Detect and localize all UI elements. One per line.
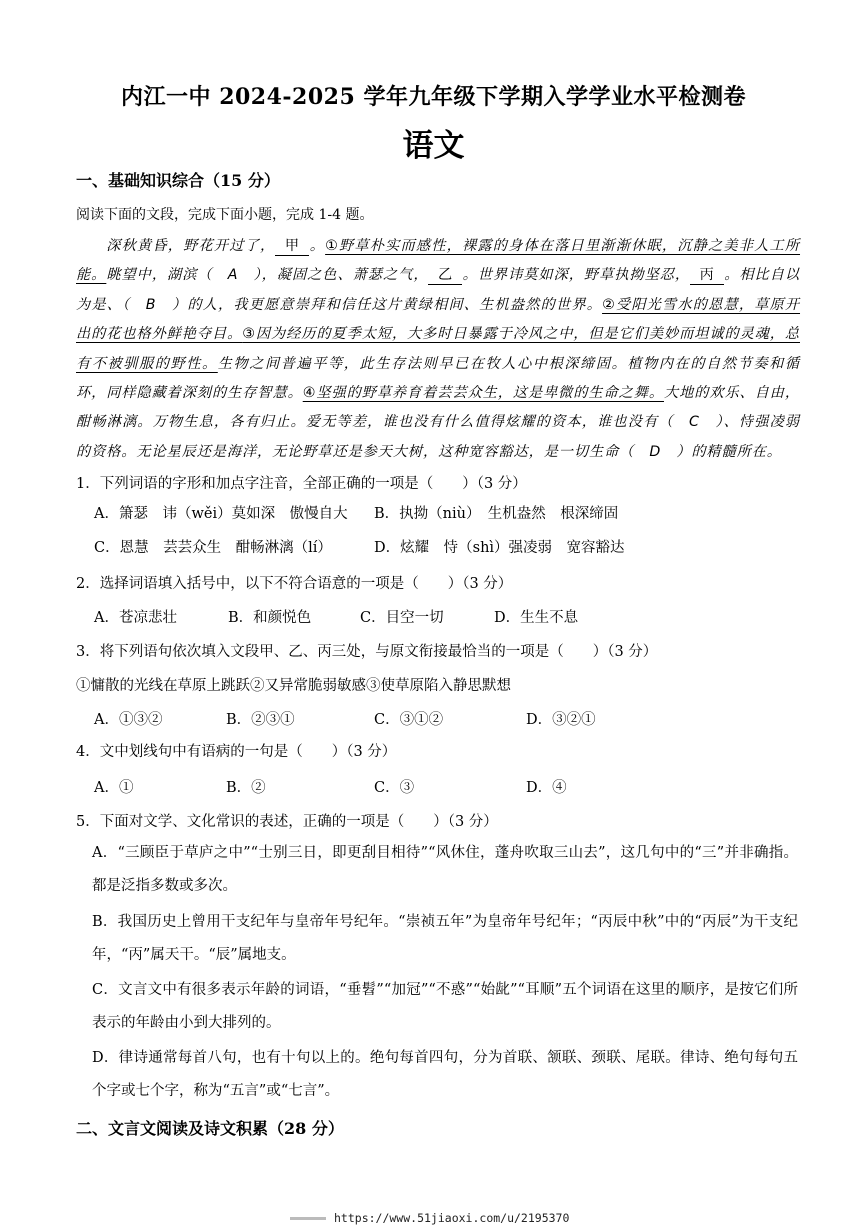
q2-option-d: D．生生不息 [494,610,579,626]
question-2: 2．选择词语填入括号中，以下不符合语意的一项是（ ）（3 分） [76,576,513,592]
q5-option-d: D．律诗通常每首八句，也有十句以上的。绝句每首四句，分为首联、颔联、颈联、尾联。律诗、绝句每句五个字或七个字，称为“五言”或“七言”。 [92,1050,798,1099]
question-1: 1．下列词语的字形和加点字注音，全部正确的一项是（ ）（3 分） [76,476,527,492]
question-3: 3．将下列语句依次填入文段甲、乙、丙三处，与原文衔接最恰当的一项是（ ）（3 分） [76,644,658,660]
q1-option-c: C．恩慧 芸芸众生 酣畅淋漓（lí） [94,540,332,556]
footer-url-text[interactable]: https://www.51jiaoxi.com/u/2195370 [334,1211,570,1225]
underlined-sentence-1: ①野草朴实而感性，裸露的身体在落日里渐渐休眠，沉静之美非人工所能。 [76,238,801,284]
q4-option-a: A．① [94,780,134,796]
q1-option-a: A．箫瑟 讳（wěi）莫如深 傲慢自大 [94,506,348,522]
blank-yi: 乙 [428,266,462,285]
q3-option-d: D．③②① [526,712,596,728]
subject-title: 语文 [402,128,465,164]
q3-option-c: C．③①② [374,712,444,728]
q3-option-a: A．①③② [94,712,163,728]
blank-jia: 甲 [275,237,309,256]
q2-option-b: B．和颜悦色 [228,610,312,626]
q3-option-b: B．②③① [226,712,295,728]
q3-sentences: ①慵散的光线在草原上跳跃②又异常脆弱敏感③使草原陷入静思默想 [76,678,511,694]
q2-option-c: C．目空一切 [360,610,444,626]
underlined-sentence-4: ④坚强的野草养育着芸芸众生，这是卑微的生命之舞。 [302,385,664,402]
q5-option-b: B．我国历史上曾用干支纪年与皇帝年号纪年。“崇祯五年”为皇帝年号纪年；“丙辰中秋”中的“丙辰”为干支纪年，“丙”属天干。“辰”属地支。 [92,914,798,963]
footer-url[interactable] [290,1211,569,1225]
q4-option-c: C．③ [374,780,415,796]
section-heading-1: 一、基础知识综合（15 分） [76,171,280,190]
underlined-sentence-3: ③因为经历的夏季太短，大多时日暴露于冷风之中，但是它们美妙而坦诚的灵魂，总有不被驯服的野性。 [76,326,800,372]
q5-option-a: A．“三顾臣于草庐之中”“士别三日，即更刮目相待”“风休住，蓬舟吹取三山去”，这几句中的“三”并非确指。都是泛指多数或多次。 [92,845,798,894]
watermark-mark [290,1217,326,1220]
reading-passage: 深秋黄昏，野花开过了， 甲 。①野草朴实而感性，裸露的身体在落日里渐渐休眠，沉静之美非人工所能。眺望中，湖滨（ A ），凝固之色、萧瑟之气， 乙 。世界讳莫如深，野草执拗坚忍， 丙 。相比自以为是、（ B ）的人，我更愿意崇拜和信任这片黄绿相间、生机盎然的世界。②受阳光雪水的恩慧，草原开出的花也格外鲜艳夺目。③因为经历的夏季太短，大多时日暴露于冷风之中，但是它们美妙而坦诚的灵魂，总有不被驯服的野性。生物之间普遍平等，此生存法则早已在牧人心中根深缔固。植物内在的自然节奏和循环，同样隐藏着深刻的生存智慧。④坚强的野草养育着芸芸众生，这是卑微的生命之舞。大地的欢乐、自由，酣畅淋漓。万物生息，各有归止。爱无等差，谁也没有什么值得炫耀的资本，谁也没有（ C ）、恃强凌弱的资格。无论星辰还是海洋，无论野草还是参天大树，这种宽容豁达，是一切生命（ D ）的精髓所在。 [76,238,801,460]
blank-bing: 丙 [690,266,724,285]
q5-option-c: C．文言文中有很多表示年龄的词语，“垂髫”“加冠”“不惑”“始龀”“耳顺”五个词语在这里的顺序，是按它们所表示的年龄由小到大排列的。 [92,982,798,1031]
section-instruction: 阅读下面的文段，完成下面小题，完成 1-4 题。 [76,207,374,223]
q2-option-a: A．苍凉悲壮 [94,610,177,626]
question-5: 5．下面对文学、文化常识的表述，正确的一项是（ ）（3 分） [76,814,498,830]
section-heading-2: 二、文言文阅读及诗文积累（28 分） [76,1119,344,1138]
q4-option-b: B．② [226,780,266,796]
q1-option-b: B．执拗（niù） 生机盎然 根深缔固 [374,506,619,522]
q4-option-d: D．④ [526,780,567,796]
question-4: 4．文中划线句中有语病的一句是（ ）（3 分） [76,744,397,760]
underlined-sentence-2: ②受阳光雪水的恩慧，草原开出的花也格外鲜艳夺目。 [76,296,801,343]
exam-title: 内江一中 2024-2025 学年九年级下学期入学学业水平检测卷 [121,84,746,110]
q1-option-d: D．炫耀 恃（shì）强凌弱 宽容豁达 [374,540,625,556]
